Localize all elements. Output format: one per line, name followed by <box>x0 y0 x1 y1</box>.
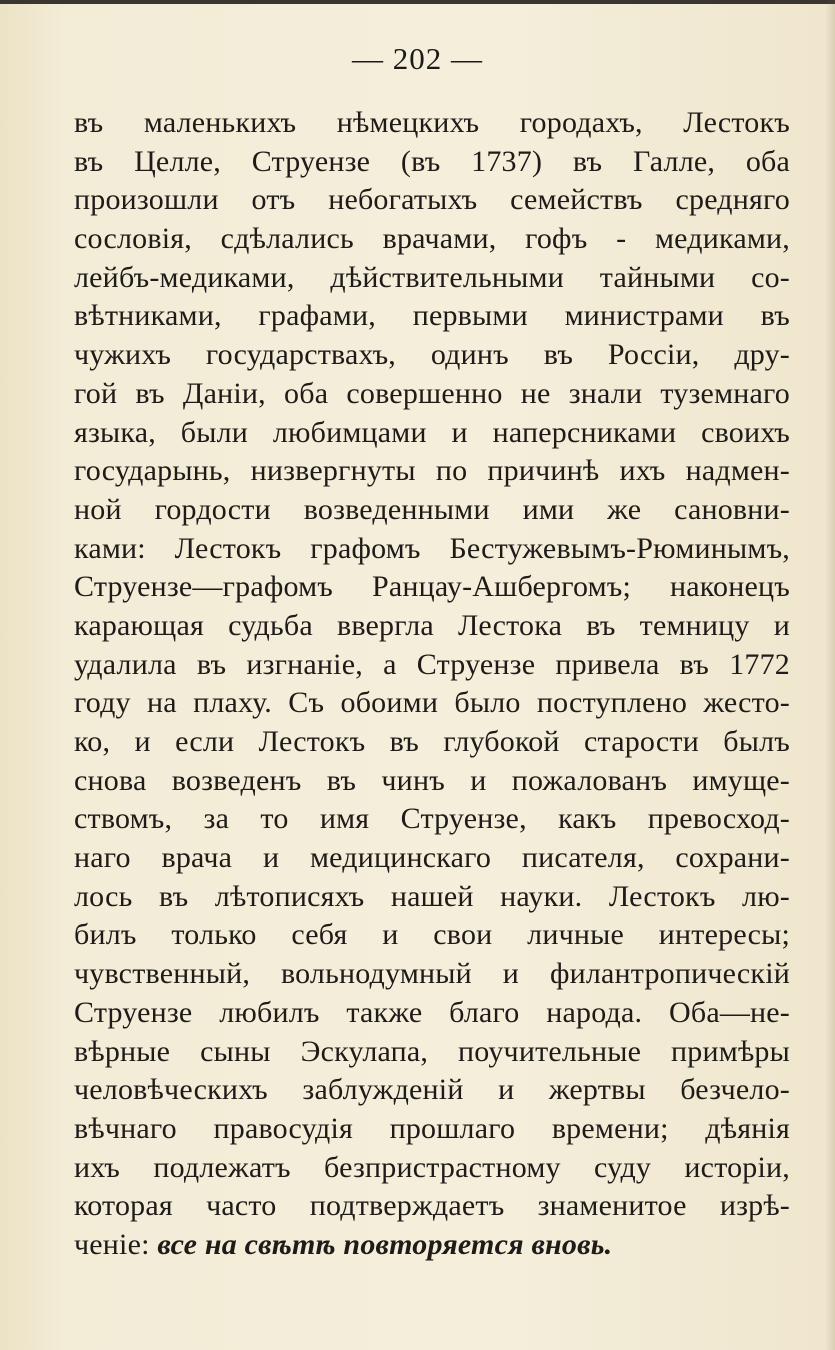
text-line: ихъ подлежатъ безпристрастному суду исторіи, <box>74 1150 790 1184</box>
text-line: вѣтниками, графами, первыми министрами въ <box>74 299 790 333</box>
text-line: чужихъ государствахъ, одинъ въ Россіи, дру- <box>74 338 790 372</box>
text-line: Струензе любилъ также благо народа. Оба—не- <box>74 995 790 1029</box>
text-line: наго врача и медицинскаго писателя, сохрани- <box>74 841 790 875</box>
text-line: году на плаху. Съ обоими было поступлено жесто- <box>74 686 790 720</box>
text-line: ко, и если Лестокъ въ глубокой старости былъ <box>74 725 790 758</box>
emphasized-quote: все на свѣтѣ повторяется вновь. <box>157 1227 613 1261</box>
page-number: — 202 — <box>352 41 483 76</box>
text-line: удалила въ изгнаніе, а Струензе привела въ 1772 <box>74 647 790 681</box>
text-line: ками: Лестокъ графомъ Бестужевымъ-Рюминымъ, <box>74 531 790 565</box>
text-line: чувственный, вольнодумный и филантропическій <box>74 957 790 991</box>
text-line: ствомъ, за то имя Струензе, какъ превосход- <box>74 802 790 836</box>
text-line: произошли отъ небогатыхъ семействъ средняго <box>74 183 790 217</box>
final-line-prefix: ченіе: <box>74 1227 150 1261</box>
text-line: вѣрные сыны Эскулапа, поучительные примѣры <box>74 1034 790 1068</box>
text-line-final <box>74 1226 790 1265</box>
text-line: снова возведенъ въ чинъ и пожалованъ имуще- <box>74 763 790 797</box>
text-line: ной гордости возведенными ими же сановни- <box>74 492 790 526</box>
text-line: гой въ Даніи, оба совершенно не знали туземнаго <box>74 376 790 410</box>
text-line: вѣчнаго правосудія прошлаго времени; дѣянія <box>74 1111 790 1145</box>
body-text <box>74 104 790 1265</box>
text-line: языка, были любимцами и наперсниками своихъ <box>74 415 790 449</box>
text-line: лось въ лѣтописяхъ нашей науки. Лестокъ лю- <box>74 879 790 913</box>
text-line: билъ только себя и свои личные интересы; <box>74 918 790 952</box>
text-line: Струензе—графомъ Ранцау-Ашбергомъ; наконецъ <box>74 570 790 604</box>
text-line: человѣческихъ заблужденій и жертвы безчело- <box>74 1073 790 1107</box>
text-line: въ маленькихъ нѣмецкихъ городахъ, Лестокъ <box>74 106 790 139</box>
text-line: карающая судьба ввергла Лестока въ темницу и <box>74 608 790 642</box>
page-top-edge <box>0 0 835 4</box>
text-line: лейбъ-медиками, дѣйствительными тайными со- <box>74 260 790 294</box>
text-line: въ Целле, Струензе (въ 1737) въ Галле, оба <box>74 144 790 178</box>
text-line: которая часто подтверждаетъ знаменитое изрѣ- <box>74 1189 790 1223</box>
text-line: сословія, сдѣлались врачами, гофъ - медиками, <box>74 222 790 256</box>
text-line: государынь, низвергнуты по причинѣ ихъ надмен- <box>74 454 790 488</box>
page-right-edge-shadow <box>825 0 835 1350</box>
